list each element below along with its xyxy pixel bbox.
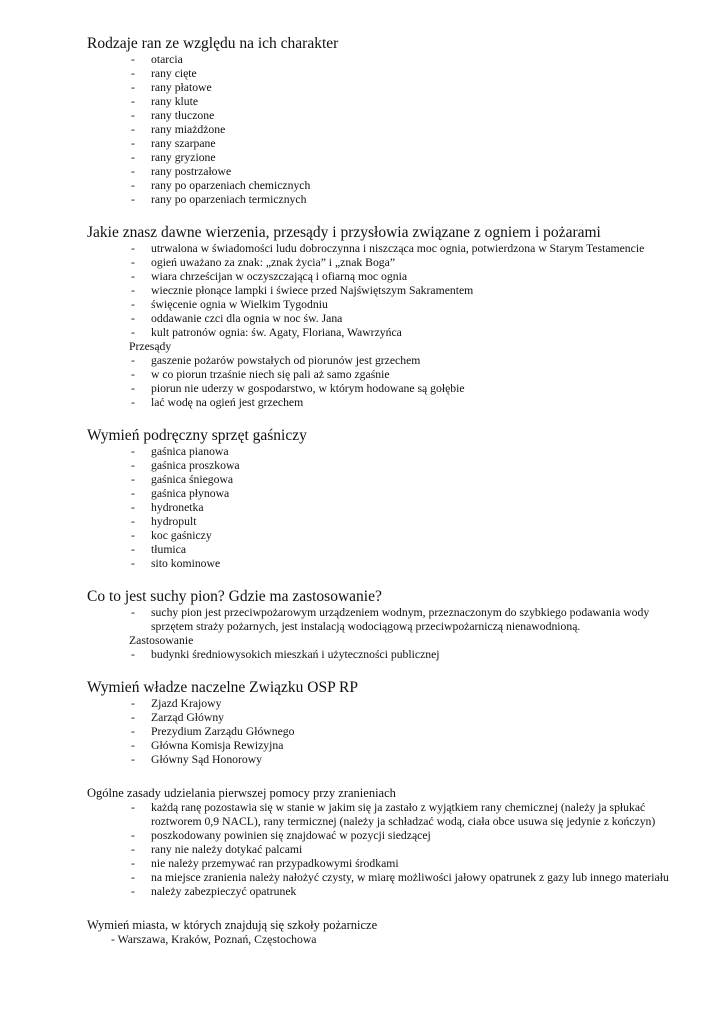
list-item: - Główny Sąd Honorowy [87, 753, 687, 767]
list-item: - gaśnica proszkowa [87, 459, 687, 473]
list-item: - rany po oparzeniach termicznych [87, 193, 687, 207]
list-item: - suchy pion jest przeciwpożarowym urządzeniem wodnym, przeznaczonym do szybkiego podawania wody sprzętem straży pożarnych, jest instalacją wodociągową przeciwpożarniczą nienawodnioną. [87, 606, 687, 634]
list-item: - rany tłuczone [87, 109, 687, 123]
list-item: - otarcia [87, 53, 687, 67]
list-item: - budynki średniowysokich mieszkań i użyteczności publicznej [87, 648, 687, 662]
list-item: - każdą ranę pozostawia się w stanie w jakim się ja zastało z wyjątkiem rany chemicznej (należy ja spłukać roztworem 0,9 NACL), rany termicznej (należy ja schładzać wodą, ciała obce usuwa się jedynie z kończyn) [87, 801, 687, 829]
section-title: Wymień miasta, w których znajdują się szkoły pożarnicze [87, 918, 378, 932]
cities-line: - Warszawa, Kraków, Poznań, Częstochowa [111, 933, 317, 946]
list-item: - sito kominowe [87, 557, 687, 571]
list-item: - rany gryzione [87, 151, 687, 165]
list-item: - należy zabezpieczyć opatrunek [87, 885, 687, 899]
list-item: - na miejsce zranienia należy nałożyć czysty, w miarę możliwości jałowy opatrunek z gazy lub innego materiału [87, 871, 687, 885]
subsection-title: Przesądy [129, 340, 172, 353]
list-item: - rany klute [87, 95, 687, 109]
list-item: - piorun nie uderzy w gospodarstwo, w którym hodowane są gołębie [87, 382, 687, 396]
list-item: - gaśnica pianowa [87, 445, 687, 459]
list-item: - rany nie należy dotykać palcami [87, 843, 687, 857]
document-page [87, 35, 687, 947]
list-item: - ogień uważano za znak: „znak życia” i „znak Boga” [87, 256, 687, 270]
list-item: - nie należy przemywać ran przypadkowymi środkami [87, 857, 687, 871]
list-item: - rany szarpane [87, 137, 687, 151]
list-item: - rany cięte [87, 67, 687, 81]
section-title: Co to jest suchy pion? Gdzie ma zastosowanie? [87, 588, 382, 605]
list-item: - gaśnica śniegowa [87, 473, 687, 487]
subsection-title: Zastosowanie [129, 634, 194, 647]
list-item: - kult patronów ognia: św. Agaty, Floriana, Wawrzyńca [87, 326, 687, 340]
wound-types-list [87, 53, 687, 207]
list-item: - gaszenie pożarów powstałych od piorunów jest grzechem [87, 354, 687, 368]
list-item: - wiara chrześcijan w oczyszczającą i ofiarną moc ognia [87, 270, 687, 284]
dry-riser-list [87, 606, 687, 634]
superstitions-list [87, 354, 687, 410]
first-aid-list [87, 801, 687, 899]
list-item: - poszkodowany powinien się znajdować w pozycji siedzącej [87, 829, 687, 843]
list-item: - w co piorun trzaśnie niech się pali aż samo zgaśnie [87, 368, 687, 382]
list-item: - święcenie ognia w Wielkim Tygodniu [87, 298, 687, 312]
list-item: - tłumica [87, 543, 687, 557]
section-title: Wymień władze naczelne Związku OSP RP [87, 679, 358, 696]
section-title: Ogólne zasady udzielania pierwszej pomocy przy zranieniach [87, 786, 396, 800]
beliefs-list [87, 242, 687, 340]
list-item: - Główna Komisja Rewizyjna [87, 739, 687, 753]
list-item: - hydronetka [87, 501, 687, 515]
list-item: - gaśnica płynowa [87, 487, 687, 501]
list-item: - Zjazd Krajowy [87, 697, 687, 711]
list-item: - Prezydium Zarządu Głównego [87, 725, 687, 739]
list-item: - utrwalona w świadomości ludu dobroczynna i niszcząca moc ognia, potwierdzona w Starym Testamencie [87, 242, 687, 256]
section-title: Jakie znasz dawne wierzenia, przesądy i przysłowia związane z ogniem i pożarami [87, 224, 601, 241]
list-item: - rany miażdżone [87, 123, 687, 137]
list-item: - koc gaśniczy [87, 529, 687, 543]
list-item: - rany postrzałowe [87, 165, 687, 179]
authorities-list [87, 697, 687, 767]
list-item: - rany po oparzeniach chemicznych [87, 179, 687, 193]
list-item: - Zarząd Główny [87, 711, 687, 725]
application-list [87, 648, 687, 662]
list-item: - lać wodę na ogień jest grzechem [87, 396, 687, 410]
section-title: Wymień podręczny sprzęt gaśniczy [87, 427, 307, 444]
extinguishing-equipment-list [87, 445, 687, 571]
list-item: - hydropult [87, 515, 687, 529]
list-item: - wiecznie płonące lampki i świece przed Najświętszym Sakramentem [87, 284, 687, 298]
section-title: Rodzaje ran ze względu na ich charakter [87, 35, 339, 52]
list-item: - oddawanie czci dla ognia w noc św. Jana [87, 312, 687, 326]
list-item: - rany płatowe [87, 81, 687, 95]
